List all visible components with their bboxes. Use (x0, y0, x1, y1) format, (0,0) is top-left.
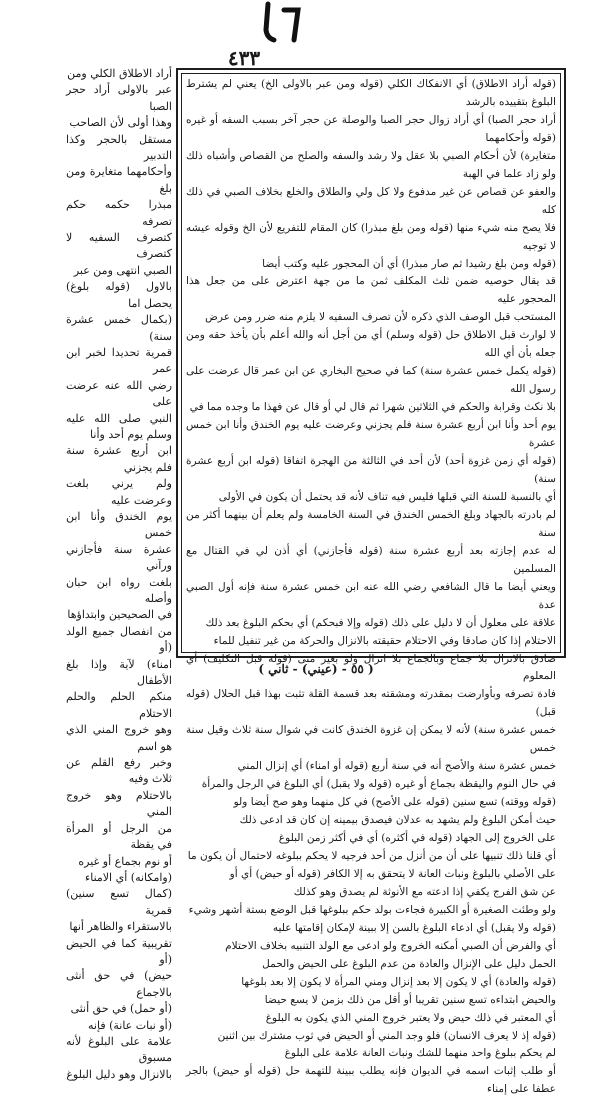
main-text-line: في حال النوم واليقظة بجماع أو غيره (قوله ولا يقبل) أي البلوغ في الرجل والمرأة (201, 778, 556, 791)
margin-commentary (66, 66, 172, 1081)
main-text-line: ولو وطئت الصغيرة أو الكبيرة فجاءت بولد حكم ببلوغها قبل الوضع بستة أشهر وشيء (188, 903, 556, 916)
margin-text-line: أو نوم بجماع أو غيره (78, 854, 172, 868)
margin-text-line: تقريبية كما في الحيض (أو (66, 936, 172, 966)
margin-text-line: (وامكانه) أي الامناء (85, 870, 172, 884)
main-text-line: والحيض ابتداءه تسع سنين تقريبا أو أقل من ذلك بزمن لا يسع حيضا (264, 993, 556, 1006)
margin-text-line: عبر بالاولى أراد حجر الصبا (66, 83, 172, 113)
main-text-line: خمس عشرة سنة والأصح أنه في سنة أربع (قوله أو امناء) أي إنزال المني (237, 760, 556, 773)
margin-text-line: (بكمال خمس عشرة سنة) (66, 313, 172, 343)
main-text-line: أي والفرض أن الصبي أمكنه الخروج ولو ادعى مع الولد التنبيه بخلاف الاحتلام (225, 939, 556, 952)
main-text-line: (قوله يكمل خمس عشرة سنة) كما في صحيح البخاري عن ابن عمر قال عرضت على رسول الله (186, 365, 556, 396)
margin-text-line: (كمال تسع سنين) قمرية (66, 887, 172, 917)
main-text-line: الاحتلام إذا كان صادقا وفي الاحتلام حقيقته بالانزال والحركة من غير تنفيل للماء (213, 634, 556, 647)
margin-text-line: وهذا أولى لأن الصاحب (69, 116, 172, 130)
main-text-line: (قوله ومن بلغ رشيدا ثم صار مبذرا) أي أن المحجور عليه وكتب أيضا (262, 257, 556, 270)
margin-text-line: وهو خروج المني الذي هو اسم (66, 723, 172, 753)
main-text-line: صادق بالانزال بلا جماع وبالجماع بلا انزال ولو بغير منى (قوله قبل التكليف) أي المعلوم (186, 652, 556, 683)
margin-text-line: ابن أربع عشرة سنة فلم يجزني (66, 444, 172, 474)
margin-text-line: علامة على البلوغ لأنه مسبوق (66, 1034, 172, 1065)
margin-text-line: من انفصال جميع الولد (أو (66, 624, 172, 655)
margin-text-line: رضي الله عنه عرضت على (66, 378, 172, 409)
main-text-line: (قوله ولا يقبل) أي ادعاء البلوغ بالسن إلا ببينة لإمكان إقامتها عليه (272, 921, 556, 934)
main-text-line: فادة تصرفه وبأوارضت بمقدرته ومشقته بعد قسمة القلة تثبت بهذا قبل الحلال (قوله قبل) (186, 688, 556, 719)
main-text-line: لا لوارث قبل الاطلاق حل (قوله وسلم) أي من أجل أنه والله أعلم بأن يأخذ حقه ومن جعله بأن أي الله (186, 329, 556, 360)
main-text-line: والعفو عن قصاص عن غير مدفوع ولا كل ولي والطلاق والخلع بخلاف الصبي في ذلك كله (186, 185, 556, 216)
main-text-line: (قوله والعادة) أي لا يكون إلا بعد إنزال ومني المرأة لا يكون إلا بعد بلوغها (241, 975, 556, 988)
main-text-line: لم يحكم ببلوغ واحد منهما للشك ونبات العانة علامة على البلوغ (284, 1047, 556, 1060)
margin-text-line: يوم الخندق وأنا ابن خمس (66, 509, 172, 540)
main-text-line: على الأصلي بالبلوغ ونبات العانة لا يتحقق به إلا الكافر (قوله أو حيض) أي أو (229, 867, 556, 880)
main-text-line: ويعني أيضا ما قال الشافعي رضي الله عنه ابن خمس عشرة سنة فإنه أول الصبي عدة (186, 580, 556, 611)
main-text-line: يوم أحد وأنا ابن أربع عشرة سنة فلم يجزني وعرضت عليه يوم الخندق وأنا ابن خمس عشرة (186, 419, 556, 450)
margin-text-line: بالاول (قوله بلوغ) يحصل اما (66, 280, 172, 310)
main-text-line: لم بادرته بالجهاد وبلغ الخمس الخندق في السنة الخامسة ولم يعلم أن بينهما أكثر من سنة (186, 508, 556, 539)
margin-text-line: وخبر رفع القلم عن ثلاث وفيه (66, 756, 172, 786)
main-text-line: خمس عشرة سنة) لأنه لا يمكن إن غزوة الخندق كانت في شوال سنة ثلاث وقيل سنة خمس (186, 724, 556, 755)
main-text-line: له عدم إجازته بعد أربع عشرة سنة (قوله فأجازني) أي أذن لي في القتال مع المسلمين (186, 544, 557, 575)
main-text-line: قد يقال حوصيه ضمن ثلث المكلف ثمن ما من جهة اعترض على من جعل هذا المحجور عليه (186, 275, 556, 306)
main-text-line: أي بالنسبة للسنة التي قبلها فليس فيه تناف لأنه قد يحتمل أن يكون في الأولى (218, 490, 556, 503)
margin-text-line: قمرية تحديدا لخبر ابن عمر (66, 345, 172, 376)
page-number: ٤٣٣ (227, 46, 261, 70)
margin-text-line: مبذرا حكمه حكم تصرفه (66, 198, 172, 228)
main-text-line: (قوله ووقته) تسع سنين (قوله على الأصح) في كل منهما وهو صح أيضا ولو (233, 796, 556, 809)
margin-text-line: ولم يرني بلغت وعرضت عليه (66, 477, 172, 507)
margin-text-line: بلغت رواه ابن حبان وأصله (66, 575, 172, 605)
margin-text-line: (أو نبات عانة) فإنه (88, 1018, 172, 1032)
main-text-line: الحمل دليل على الإنزال والعادة من عدم البلوغ على الحيض والحمل (262, 957, 556, 970)
handwritten-corner-mark (254, 0, 324, 44)
margin-text-line: من الرجل أو المرأة في يقظة (66, 821, 172, 852)
main-text-line: أراد حجر الصبا) أي أراد زوال حجر الصبا والوصلة عن حجر آخر بسبب السفه أو غيره (قوله وأحكامهما (186, 113, 556, 144)
main-text-line: (قوله إذ لا يعرف الانسان) فلو وجد المني أو الحيض في ثوب مشترك بين اثنين (217, 1029, 556, 1042)
margin-text-line: بالانزال وهو دليل البلوغ (66, 1067, 172, 1081)
margin-text-line: أراد الاطلاق الكلي ومن (67, 67, 172, 80)
margin-text-line: حيض) في حق أنثى بالاجماع (66, 969, 172, 999)
main-text-line: أو طلب إثبات اسمه في الديوان فإنه يطلب ببينة للتهمة حل (قوله أو حيض) بالجر عطفا على إمناء (186, 1065, 556, 1096)
main-text-line: فلا يصح منه شيء منها (قوله ومن بلغ مبذرا) كان المقام للتفريع لأن الخ وقوله عيشه لا توجيه (186, 221, 556, 252)
margin-text-line: امناء) لآية وإذا بلغ الأطفال (66, 657, 172, 688)
main-text-line: (قوله أي زمن غزوة أحد) لأن أحد في الثالثة من الهجرة اتفاقا (قوله ابن أربع عشرة سنة) (186, 455, 556, 485)
main-text-line: علاقة على معلول أن لا دليل على ذلك (قوله وإلا فبحكم) أي بحكم البلوغ بعد ذلك (205, 616, 556, 629)
margin-text-line: (أو حمل) في حق أنثى (70, 1002, 172, 1016)
main-text-line: عن شق الفرج يكفي إذا ادعته مع الأنوثة لم يصدق وهو كذلك (293, 885, 556, 898)
main-text-line: حيث أمكن البلوغ ولم يشهد به عدلان فيصدق بيمينه إن كان قد ادعى ذلك (239, 814, 556, 827)
margin-text-line: في الصحيحين وابتداؤها (67, 608, 172, 622)
margin-text-line: الصبي انتهى ومن عبر (73, 263, 172, 277)
main-text-line: على الخروج إلى الجهاد (قوله في أكثره) أي في أكثر زمن البلوغ (278, 832, 556, 845)
margin-text-line: منكم الحلم والحلم الاحتلام (66, 690, 172, 720)
margin-text-line: بالاستقراء والظاهر أنها (69, 920, 172, 934)
margin-text-line: بالاحتلام وهو خروج المني (66, 788, 172, 819)
margin-text-line: عشرة سنة فأجازني ورآني (66, 542, 172, 573)
main-text-line: متغايرة) لأن أحكام الصبي بلا عقل ولا رشد والسفه والصلح من القصاص وأشباه ذلك ولو زاد علما في الهبة (186, 149, 556, 180)
main-text-line: بلا نكث وقرابة والحكم في الثلاثين شهرا ثم قال لي أو قال عن فهذا ما وجده مما في (189, 401, 556, 414)
main-text-line: أي قلنا ذلك تنبيها على أن من أنزل من أحد فرجيه لا يحكم ببلوغه لاحتمال أن يكون ما (187, 849, 556, 862)
main-text-line: المستحب قبل الوصف الذي ذكره لأن تصرف السفيه لا يلزم منه ضرر ومن عرض (205, 311, 556, 324)
margin-text-line: النبي صلى الله عليه وسلم يوم أحد وأنا (66, 411, 172, 441)
main-text-line: أي المعتبر في ذلك حيض ولا يعتبر خروج المني الذي يكون به البلوغ (265, 1011, 556, 1024)
margin-text-line: مستقل بالحجر وكذا التدبير (66, 132, 172, 163)
printer-signature: ( ٥٥ - (عيني) - ثاني ) (258, 662, 374, 676)
main-text-line: (قوله أراد الاطلاق) أي الانفكاك الكلي (قوله ومن عبر بالاولى الخ) يعني لم يشترط البلوغ بتقييده بالرشد (186, 78, 556, 108)
margin-text-line: كتصرف السفيه لا كتصرف (66, 231, 172, 261)
margin-text-line: وأحكامهما متغايرة ومن بلغ (66, 165, 172, 195)
